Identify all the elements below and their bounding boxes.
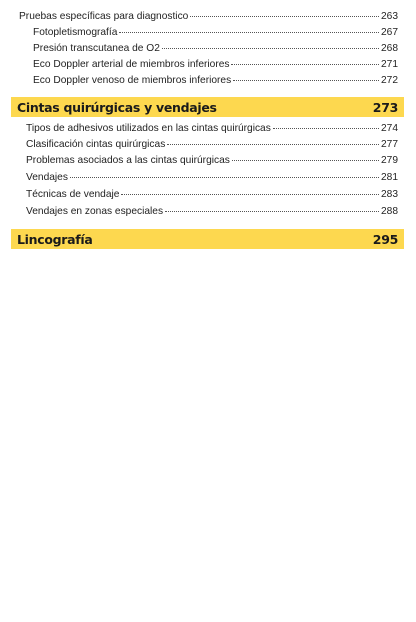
toc-entry-label: Vendajes bbox=[26, 172, 68, 183]
toc-entry-page: 277 bbox=[381, 139, 398, 150]
section-title: Cintas quirúrgicas y vendajes bbox=[17, 99, 217, 115]
leader-dots bbox=[167, 144, 379, 145]
leader-dots bbox=[273, 128, 379, 129]
toc-entry-label: Eco Doppler arterial de miembros inferiores bbox=[33, 59, 230, 70]
leader-dots bbox=[70, 177, 379, 178]
section-header-cintas[interactable] bbox=[11, 97, 404, 117]
section-page: 295 bbox=[372, 231, 398, 247]
leader-dots bbox=[119, 32, 379, 33]
toc-entry-label: Pruebas específicas para diagnostico bbox=[19, 11, 189, 22]
leader-dots bbox=[162, 48, 379, 49]
toc-entry-pruebas[interactable] bbox=[19, 11, 398, 23]
toc-entry-page: 272 bbox=[381, 75, 398, 86]
toc-entry-tipos-adhesivos[interactable] bbox=[26, 123, 398, 135]
leader-dots bbox=[121, 194, 379, 195]
toc-entry-label: Tipos de adhesivos utilizados en las cintas quirúrgicas bbox=[26, 123, 271, 134]
toc-entry-page: 267 bbox=[381, 27, 398, 38]
section-header-lincografia[interactable] bbox=[11, 229, 404, 249]
toc-entry-page: 263 bbox=[381, 11, 398, 22]
toc-entry-label: Técnicas de vendaje bbox=[26, 189, 120, 200]
toc-entry-label: Presión transcutanea de O2 bbox=[33, 43, 160, 54]
toc-entry-page: 283 bbox=[381, 189, 398, 200]
toc-entry-page: 268 bbox=[381, 43, 398, 54]
section-page: 273 bbox=[372, 99, 398, 115]
toc-entry-eco-venoso[interactable] bbox=[33, 75, 398, 87]
toc-entry-zonas-especiales[interactable] bbox=[26, 206, 398, 218]
toc-entry-page: 281 bbox=[381, 172, 398, 183]
toc-entry-tecnicas[interactable] bbox=[26, 189, 398, 201]
toc-entry-presion[interactable] bbox=[33, 43, 398, 55]
toc-entry-label: Fotopletismografía bbox=[33, 27, 118, 38]
leader-dots bbox=[232, 160, 379, 161]
leader-dots bbox=[233, 80, 379, 81]
toc-entry-page: 279 bbox=[381, 155, 398, 166]
toc-entry-clasificacion[interactable] bbox=[26, 139, 398, 151]
toc-entry-label: Vendajes en zonas especiales bbox=[26, 206, 164, 217]
leader-dots bbox=[231, 64, 379, 65]
leader-dots bbox=[190, 16, 379, 17]
toc-entry-vendajes[interactable] bbox=[26, 172, 398, 184]
toc-entry-fotopletismografia[interactable] bbox=[33, 27, 398, 39]
toc-entry-label: Clasificación cintas quirúrgicas bbox=[26, 139, 166, 150]
toc-entry-eco-arterial[interactable] bbox=[33, 59, 398, 71]
toc-entry-label: Problemas asociados a las cintas quirúrgicas bbox=[26, 155, 230, 166]
toc-entry-page: 288 bbox=[381, 206, 398, 217]
toc-entry-label: Eco Doppler venoso de miembros inferiores bbox=[33, 75, 232, 86]
toc-entry-problemas[interactable] bbox=[26, 155, 398, 167]
toc-entry-page: 271 bbox=[381, 59, 398, 70]
leader-dots bbox=[165, 211, 379, 212]
section-title: Lincografía bbox=[17, 231, 93, 247]
toc-entry-page: 274 bbox=[381, 123, 398, 134]
